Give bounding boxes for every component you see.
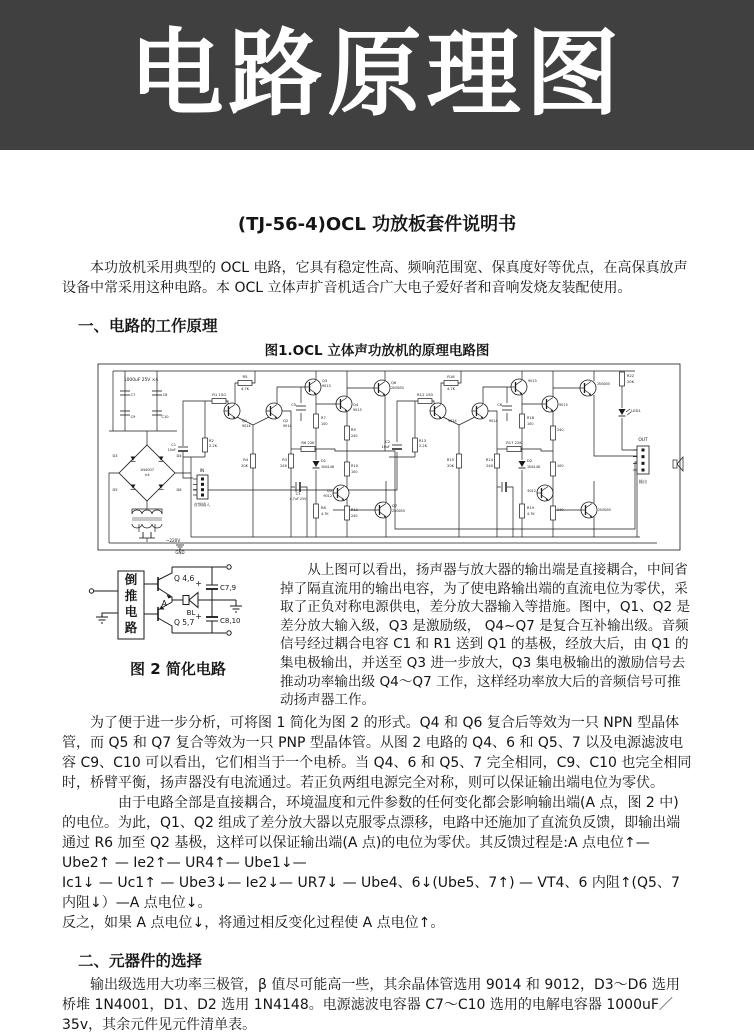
plus-top: +	[195, 579, 202, 588]
svg-text:9014: 9014	[242, 424, 251, 428]
fig1-caption: 图1.OCL 立体声功放机的原理电路图	[264, 343, 490, 359]
svg-text:R18: R18	[527, 416, 535, 420]
svg-text:9012: 9012	[323, 494, 332, 498]
svg-text:GND: GND	[175, 550, 185, 555]
svg-text:R6 22K: R6 22K	[301, 441, 315, 445]
svg-text:9014: 9014	[448, 419, 457, 423]
svg-text:R3: R3	[282, 458, 287, 462]
svg-text:R12 150: R12 150	[417, 392, 433, 397]
svg-text:R8: R8	[321, 506, 326, 510]
cap-bottom-label: C8,10	[220, 617, 241, 625]
svg-text:4.7uF 25V: 4.7uF 25V	[289, 497, 307, 501]
svg-text:D4: D4	[176, 454, 182, 458]
svg-text:20K: 20K	[627, 380, 634, 384]
svg-text:1N4148: 1N4148	[527, 465, 540, 469]
svg-text:C7: C7	[130, 393, 136, 397]
node-a-label: A	[161, 599, 167, 608]
svg-text:Q2: Q2	[283, 419, 289, 423]
svg-text:R17 22K: R17 22K	[506, 441, 522, 445]
svg-text:240: 240	[351, 514, 358, 518]
svg-text:20K: 20K	[447, 464, 454, 468]
svg-text:C6: C6	[497, 403, 502, 407]
svg-text:R14: R14	[485, 458, 493, 462]
para-intro: 本功放机采用典型的 OCL 电路，它具有稳定性高、频响范围宽、保真度好等优点，在高保真放声设备中常采用这种电路。本 OCL 立体声扩音机适合广大电子爱好者和音响发烧友装配使用。	[62, 260, 688, 296]
section-2-heading: 二、元器件的选择	[78, 951, 203, 970]
svg-text:Q7: Q7	[392, 504, 398, 508]
svg-text:C8: C8	[162, 393, 168, 397]
svg-text:10uF: 10uF	[381, 445, 390, 449]
svg-text:R4: R4	[243, 458, 248, 462]
svg-text:9013: 9013	[528, 379, 537, 383]
svg-text:D3: D3	[112, 454, 118, 458]
svg-text:100: 100	[321, 422, 328, 426]
svg-text:C3: C3	[295, 492, 301, 496]
svg-text:2.2K: 2.2K	[209, 444, 218, 448]
svg-text:Q1: Q1	[242, 419, 248, 423]
svg-text:D2: D2	[527, 459, 533, 463]
svg-text:D1: D1	[321, 459, 327, 463]
ground-left-icon	[96, 617, 108, 623]
banner	[0, 0, 754, 150]
svg-text:100: 100	[351, 470, 358, 474]
svg-text:2.2K: 2.2K	[419, 444, 428, 448]
svg-text:10uF: 10uF	[167, 448, 176, 452]
svg-text:C5: C5	[291, 403, 296, 407]
svg-text:2N3055: 2N3055	[391, 386, 404, 390]
svg-text:240: 240	[486, 464, 493, 468]
svg-text:音频输入: 音频输入	[193, 502, 211, 507]
svg-text:9013: 9013	[353, 408, 362, 412]
output-terminal-bottom	[227, 631, 231, 635]
cap-top-label: C7,9	[220, 584, 237, 592]
speaker-bl-label: BL	[186, 609, 196, 617]
svg-text:D5: D5	[112, 488, 118, 492]
svg-text:4.7K: 4.7K	[240, 387, 250, 391]
svg-text:R10: R10	[351, 464, 359, 468]
svg-text:240: 240	[280, 464, 287, 468]
ground-right-icon	[230, 606, 242, 612]
svg-text:9013: 9013	[322, 384, 331, 388]
q57-label: Q 5,7	[174, 618, 195, 627]
plus-bottom: +	[195, 612, 202, 621]
fig1-schematic-image	[95, 361, 690, 556]
svg-text:1N4148: 1N4148	[321, 465, 334, 469]
fig1-schematic-wrap	[95, 361, 692, 556]
svg-text:4.7K: 4.7K	[527, 512, 535, 516]
svg-text:×4: ×4	[144, 473, 150, 477]
para-feedback-reverse: 反之，如果 A 点电位↓，将通过相反变化过程使 A 点电位↑。	[62, 914, 445, 931]
capacitor-top-icon	[206, 585, 218, 589]
svg-text:D6: D6	[176, 488, 182, 492]
svg-text:R15: R15	[446, 458, 454, 462]
svg-text:R16: R16	[447, 374, 455, 379]
speaker-icon	[183, 593, 198, 608]
q46-label: Q 4,6	[174, 574, 195, 583]
svg-text:1N4007: 1N4007	[139, 468, 155, 472]
svg-text:R22: R22	[627, 374, 635, 378]
svg-text:Q5: Q5	[326, 489, 332, 493]
svg-text:C9: C9	[130, 415, 136, 419]
svg-text:Q6: Q6	[391, 381, 397, 385]
para-component-selection: 输出级选用大功率三极管，β 值尽可能高一些，其余晶体管选用 9014 和 9012，D3～D6 选用桥堆 1N4001，D1、D2 选用 1N4148。电源滤波电容器 C7～C10 选用的电解电容器 1000uF／35v，其余元件见元件清单表。	[62, 976, 680, 1033]
svg-text:2N3055: 2N3055	[597, 382, 610, 386]
svg-text:Q3: Q3	[322, 379, 328, 383]
input-terminal	[89, 589, 93, 593]
box-char-1: 倒	[124, 572, 138, 587]
para-analysis: 为了便于进一步分析，可将图 1 简化为图 2 的形式。Q4 和 Q6 复合后等效为一只 NPN 型晶体管，而 Q5 和 Q7 复合等效为一只 PNP 型晶体管。从图 2 电路的 Q4、6 和 Q5、7 以及电源滤波电容 C9、C10 可以看出，它们相当于一个电桥。当 Q4、6 和 Q5、7 完全相同，C9、C10 也完全相同时，桥臂平衡，扬声器没有电流通过。若正负两组电源完全对称，则可以保证输出端电位为零伏。	[62, 714, 692, 791]
svg-text:R9: R9	[351, 428, 356, 432]
svg-text:Q4: Q4	[353, 403, 359, 407]
svg-text:2N3055: 2N3055	[392, 509, 405, 513]
svg-text:4.7K: 4.7K	[446, 387, 456, 391]
svg-text:100: 100	[527, 422, 534, 426]
npn-transistor-icon	[158, 567, 172, 599]
svg-text:9013: 9013	[559, 403, 568, 407]
banner-title: 电路原理图	[129, 20, 625, 129]
svg-text:LED1: LED1	[631, 408, 641, 413]
svg-text:100: 100	[557, 464, 564, 468]
para-feedback: 由于电路全部是直接耦合，环境温度和元件参数的任何变化都会影响输出端(A 点，图 2 中)的电位。为此，Q1、Q2 组成了差分放大器以克服零点漂移，电路中还施加了直流负反馈，即输出端通过 R6 加至 Q2 基极，这样可以保证输出端(A 点)的电位为零伏。其反馈过程是:A 点电位↑— Ube2↑ — Ie2↑— UR4↑— Ube1↓—	[62, 794, 681, 871]
svg-text:1000uF 25V ×4: 1000uF 25V ×4	[123, 378, 159, 383]
fig2-figure	[88, 561, 268, 710]
svg-text:240: 240	[351, 434, 358, 438]
fig2-caption: 图 2 简化电路	[130, 660, 226, 678]
output-terminal-top	[227, 565, 231, 569]
svg-text:C1: C1	[171, 443, 176, 447]
svg-text:~220V: ~220V	[165, 538, 181, 543]
svg-text:9014: 9014	[283, 424, 292, 428]
svg-text:2N3055: 2N3055	[598, 508, 611, 512]
document	[0, 210, 754, 1035]
svg-text:OUT: OUT	[638, 438, 648, 443]
svg-text:C2: C2	[385, 440, 390, 444]
fig2-simplified-circuit-image	[88, 561, 263, 649]
capacitor-bottom-icon	[206, 617, 218, 621]
svg-text:R19: R19	[527, 506, 535, 510]
svg-text:输出: 输出	[638, 479, 648, 484]
svg-text:R11: R11	[351, 508, 359, 512]
box-char-3: 电	[124, 604, 138, 619]
svg-text:240: 240	[557, 428, 564, 432]
svg-text:20K: 20K	[241, 464, 248, 468]
doc-title: (TJ-56-4)OCL 功放板套件说明书	[237, 214, 517, 235]
svg-text:C10: C10	[161, 415, 169, 419]
svg-text:R2: R2	[209, 439, 214, 443]
svg-text:9012: 9012	[527, 489, 536, 493]
svg-text:IN: IN	[199, 468, 205, 473]
para-feedback-chain: Ic1↓ — Uc1↑ — Ube3↓— Ie2↓— UR7↓ — Ube4、6↓(Ube5、7↑) — VT4、6 内阻↑(Q5、7 内阻↓）—A 点电位↓。	[62, 874, 680, 911]
svg-text:9014: 9014	[489, 419, 498, 423]
svg-text:4.7K: 4.7K	[321, 512, 329, 516]
fig2-row	[62, 561, 692, 710]
section-1-heading: 一、电路的工作原理	[78, 317, 218, 335]
box-char-4: 路	[124, 620, 138, 635]
svg-text:R7: R7	[321, 416, 326, 420]
box-char-2: 推	[124, 588, 138, 603]
para-working-principle: 从上图可以看出，扬声器与放大器的输出端是直接耦合，中间省掉了隔直流用的输出电容，为了使电路输出端的直流电位为零伏，采取了正负对称电源供电，差分放大器输入等措施。图中，Q1、Q2 是差分放大输入级，Q3 是激励级， Q4~Q7 是复合互补输出级。音频信号经过耦合电容 C1 和 R1 送到 Q1 的基极，经放大后，由 Q1 的集电极输出，并送至 Q3 进一步放大，Q3 集电极输出的激励信号去推动功率输出级 Q4～Q7 工作，这样经功率放大后的音频信号可推动扬声器工作。	[280, 562, 691, 709]
svg-text:R13: R13	[419, 439, 427, 443]
svg-text:R5: R5	[242, 374, 248, 379]
svg-text:R1 150: R1 150	[212, 392, 226, 397]
svg-text:240: 240	[557, 508, 564, 512]
